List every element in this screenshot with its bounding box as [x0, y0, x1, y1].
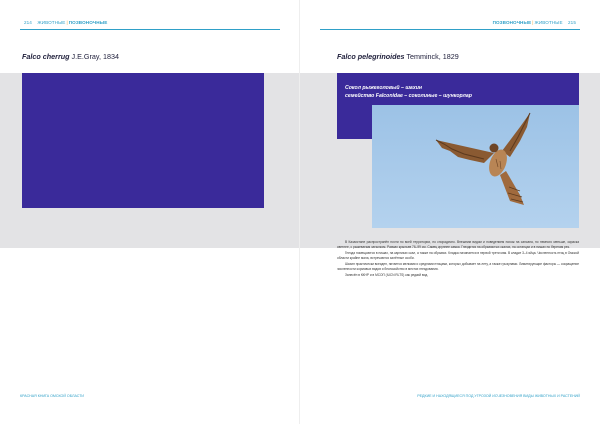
left-header-separator: |	[66, 20, 68, 25]
body-paragraph-1: В Казахстане распространён почти по всей территории, но спорадично. Внешним видом и поведением похож на сапсана, но немного меньше, окраска светлее, с рыжеватым затылком. Размах крыльев 76–99 см. Самец крупнее самки. Гнездится на обрывистых скалах, на останцах и в нишах по берегам рек.	[337, 240, 579, 250]
body-paragraph-2: Гнезда помещаются в нишах, на карнизах скал, а также на обрывах. Кладка начинается в первой трети мая. В кладке 3–4 яйца. Численность птиц в Омской области крайне мала, встречаются залётные особи.	[337, 250, 579, 261]
left-section-plain: ЖИВОТНЫЕ	[37, 20, 66, 25]
right-header-separator: |	[532, 20, 534, 25]
right-name-panel-text	[345, 84, 575, 100]
falcon-photo	[372, 105, 579, 228]
right-page-number: 215	[568, 20, 576, 25]
left-species-title	[22, 52, 119, 61]
right-species-title	[337, 52, 459, 61]
left-species-author: J.E.Gray, 1834	[71, 52, 119, 61]
body-paragraph-3: Шахин практически всеяден, питается мелкими и средними птицами, которых добывает на лету, а также грызунами. Лимитирующие факторы — сокращение численности кормовых видов и беспокойство в местах гнездования.	[337, 261, 579, 272]
left-running-header	[20, 20, 107, 25]
right-footer: РЕДКИЕ И НАХОДЯЩИЕСЯ ПОД УГРОЗОЙ ИСЧЕЗНОВЕНИЯ ВИДЫ ЖИВОТНЫХ И РАСТЕНИЙ	[417, 394, 580, 398]
right-section-plain: ЖИВОТНЫЕ	[534, 20, 563, 25]
species-description	[337, 240, 579, 278]
right-header-rule	[320, 29, 580, 30]
left-section-bold: ПОЗВОНОЧНЫЕ	[68, 20, 108, 25]
right-species-name: Falco pelegrinoides	[337, 52, 405, 61]
right-section-bold: ПОЗВОНОЧНЫЕ	[492, 20, 532, 25]
common-name: Сокол рыжеголовый – шахин	[345, 85, 423, 91]
left-footer: КРАСНАЯ КНИГА ОМСКОЙ ОБЛАСТИ	[20, 394, 85, 398]
left-image-placeholder	[22, 73, 264, 208]
body-paragraph-4: Занесён в ККНР и в МСОП (IUCN RLTS) как редкий вид.	[345, 272, 429, 277]
right-species-author: Temminck, 1829	[406, 52, 459, 61]
left-page-number: 214	[24, 20, 32, 25]
left-header-rule	[20, 29, 280, 30]
family-line: семейство Falconidae – соколиные – шункорлар	[345, 93, 472, 99]
falcon-bird-illustration	[372, 105, 579, 228]
left-species-name: Falco cherrug	[22, 52, 70, 61]
right-running-header	[493, 20, 580, 25]
